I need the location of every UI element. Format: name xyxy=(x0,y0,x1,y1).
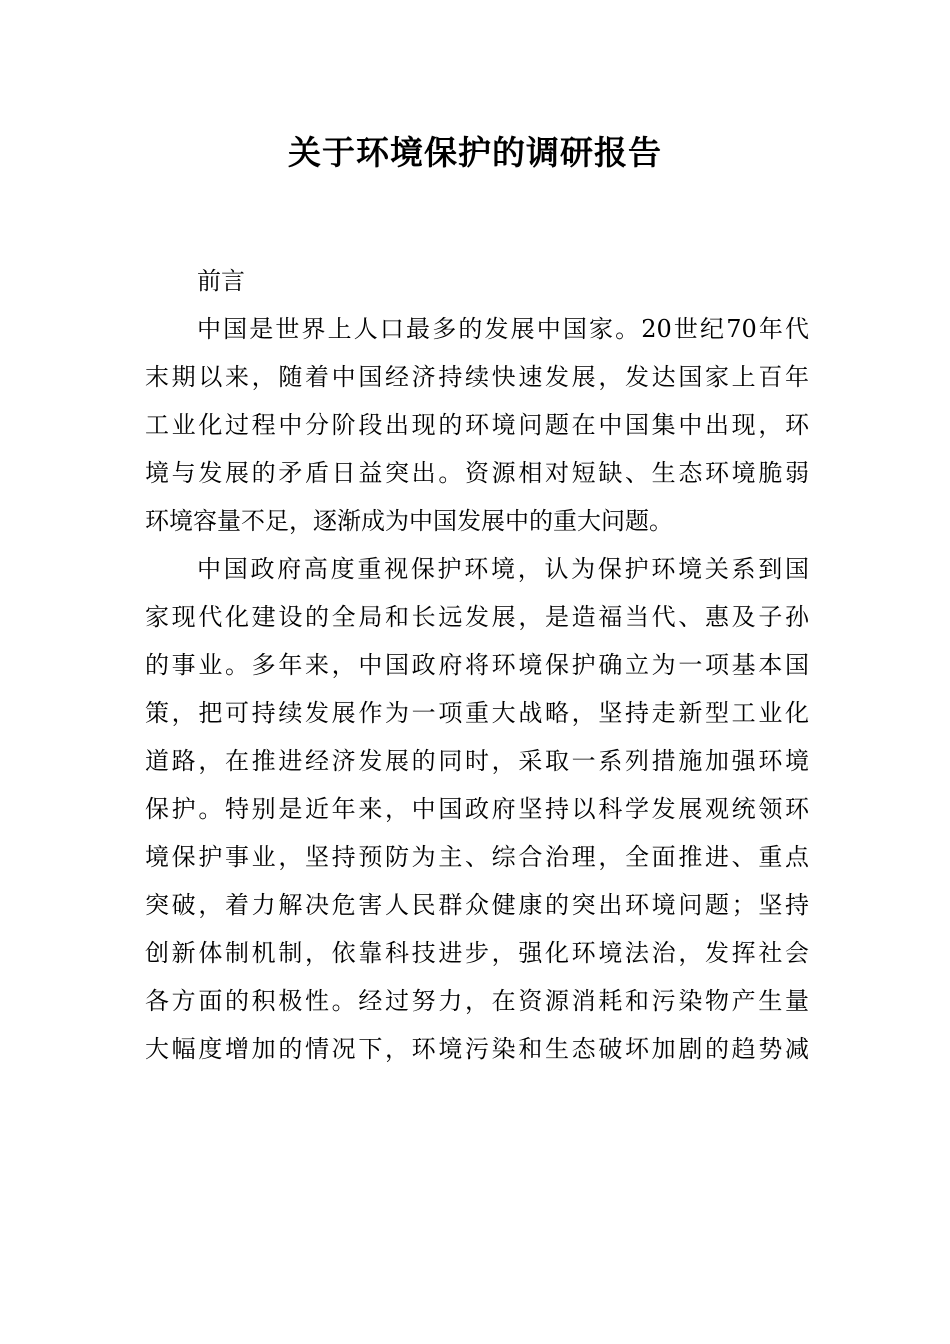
paragraph-2 xyxy=(145,545,809,1073)
paragraph-line: 保护。特别是近年来，中国政府坚持以科学发展观统领环 xyxy=(145,795,809,823)
paragraph-line: 创新体制机制，依靠科技进步，强化环境法治，发挥社会 xyxy=(145,939,809,967)
paragraph-line: 末期以来，随着中国经济持续快速发展，发达国家上百年 xyxy=(145,363,809,391)
paragraph-line: 大幅度增加的情况下，环境污染和生态破坏加剧的趋势减 xyxy=(145,1035,809,1063)
document-body xyxy=(145,257,809,1073)
paragraph-1 xyxy=(145,305,809,545)
paragraph-line: 策，把可持续发展作为一项重大战略，坚持走新型工业化 xyxy=(145,699,809,727)
paragraph-line: 突破，着力解决危害人民群众健康的突出环境问题；坚持 xyxy=(145,891,809,919)
paragraph-line: 环境容量不足，逐渐成为中国发展中的重大问题。 xyxy=(145,507,673,535)
document-title: 关于环境保护的调研报告 xyxy=(288,133,662,172)
paragraph-line: 工业化过程中分阶段出现的环境问题在中国集中出现，环 xyxy=(145,411,809,439)
paragraph-line: 道路，在推进经济发展的同时，采取一系列措施加强环境 xyxy=(145,747,809,775)
paragraph-line: 的事业。多年来，中国政府将环境保护确立为一项基本国 xyxy=(145,651,809,679)
section-heading: 前言 xyxy=(197,267,245,295)
paragraph-line: 中国政府高度重视保护环境，认为保护环境关系到国 xyxy=(197,555,809,583)
paragraph-line: 各方面的积极性。经过努力，在资源消耗和污染物产生量 xyxy=(145,987,809,1015)
paragraph-line: 境与发展的矛盾日益突出。资源相对短缺、生态环境脆弱 xyxy=(145,459,809,487)
paragraph-line: 境保护事业，坚持预防为主、综合治理，全面推进、重点 xyxy=(145,843,809,871)
paragraph-line: 中国是世界上人口最多的发展中国家。20世纪70年代 xyxy=(197,315,809,343)
paragraph-line: 家现代化建设的全局和长远发展，是造福当代、惠及子孙 xyxy=(145,603,809,631)
